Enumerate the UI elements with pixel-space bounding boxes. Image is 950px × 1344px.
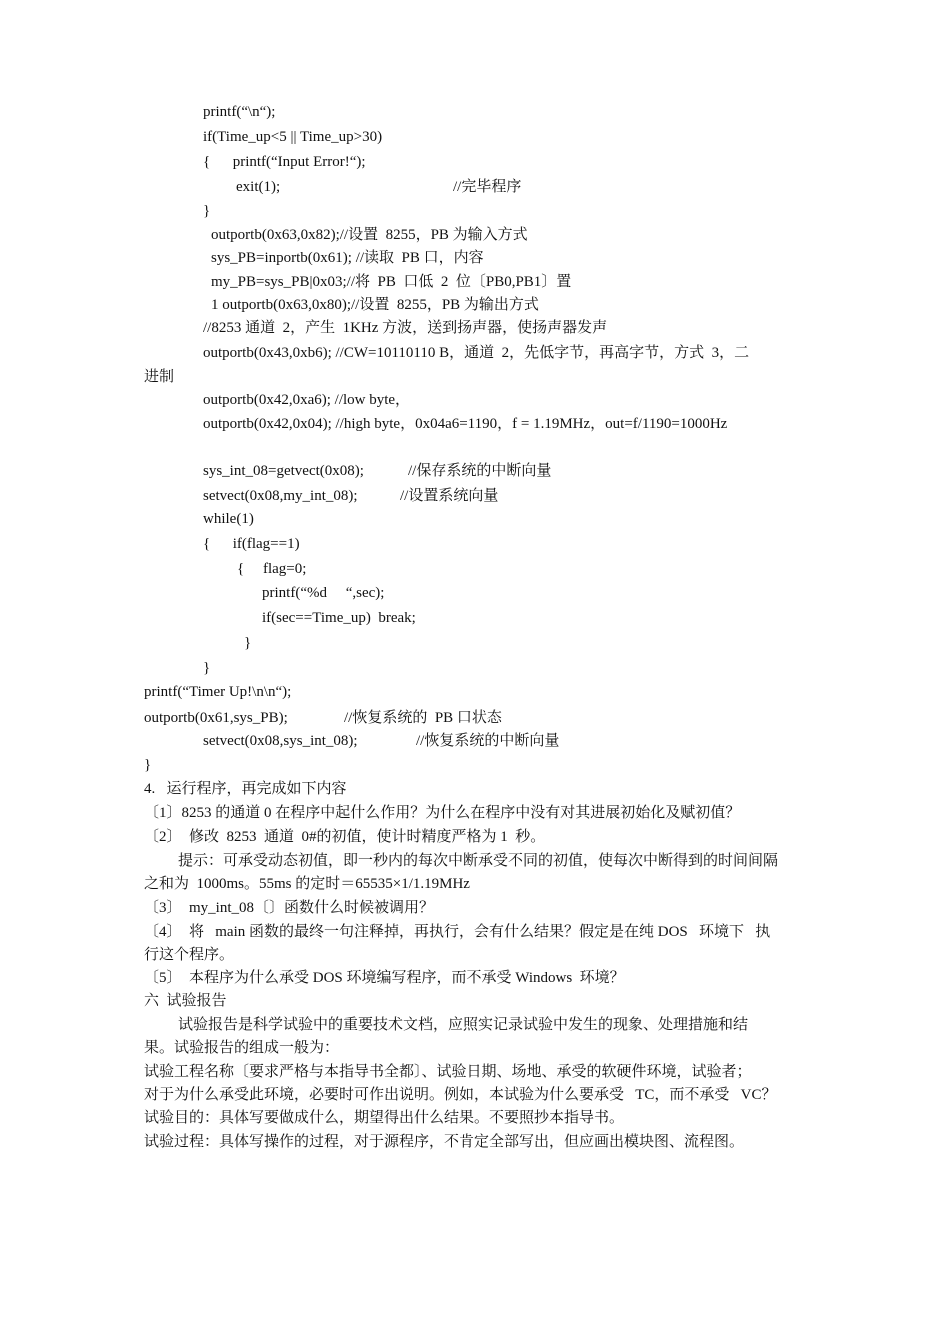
code-line: } <box>203 203 211 219</box>
paragraph: 试验报告是科学试验中的重要技术文档，应照实记录试验中发生的现象、处理措施和结 <box>178 1017 749 1033</box>
code-line: printf(“Timer Up!\n\n“); <box>144 684 292 700</box>
paragraph: 试验过程：具体写操作的过程，对于源程序，不肯定全部写出，但应画出模块图、流程图。 <box>144 1134 745 1150</box>
code-comment: //设置系统向量 <box>400 488 499 504</box>
code-comment: //完毕程序 <box>453 179 522 195</box>
code-line: outportb(0x61,sys_PB); <box>144 710 288 726</box>
code-line: outportb(0x42,0xa6); //low byte， <box>203 392 411 408</box>
code-line: } <box>144 757 152 773</box>
code-line: printf(“\n“); <box>203 104 276 120</box>
code-line: { printf(“Input Error!“); <box>203 154 366 170</box>
code-line: } <box>203 660 211 676</box>
code-line: //8253 通道 2，产生 1KHz 方波，送到扬声器，使扬声器发声 <box>203 320 608 336</box>
code-comment: //保存系统的中断向量 <box>408 463 552 479</box>
paragraph: 果。试验报告的组成一般为： <box>144 1040 340 1056</box>
code-line: } <box>244 635 252 651</box>
question-item: 〔5〕 本程序为什么承受 DOS 环境编写程序，而不承受 Windows 环境？ <box>144 970 625 986</box>
section-step: 4. 运行程序，再完成如下内容 <box>144 781 347 797</box>
code-line: setvect(0x08,sys_int_08); <box>203 733 358 749</box>
question-item: 〔4〕 将 main 函数的最终一句注释掉，再执行，会有什么结果？假定是在纯 DOS 环境下 执 <box>144 924 771 940</box>
paragraph: 之和为 1000ms。55ms 的定时＝65535×1/1.19MHz <box>144 876 470 892</box>
code-line: { flag=0; <box>237 561 307 577</box>
code-line: outportb(0x63,0x82);//设置 8255，PB 为输入方式 <box>211 227 528 243</box>
question-item: 〔3〕 my_int_08〔〕函数什么时候被调用？ <box>144 900 435 916</box>
paragraph: 行这个程序。 <box>144 947 235 963</box>
question-item: 〔2〕 修改 8253 通道 0#的初值，使计时精度严格为 1 秒。 <box>144 829 546 845</box>
paragraph: 试验工程名称〔要求严格与本指导书全都〕、试验日期、场地、承受的软硬件环境，试验者； <box>144 1064 752 1080</box>
code-line: outportb(0x42,0x04); //high byte，0x04a6=1190，f = 1.19MHz，out=f/1190=1000Hz <box>203 416 728 432</box>
paragraph: 提示：可承受动态初值，即一秒内的每次中断承受不同的初值，使每次中断得到的时间间隔 <box>178 853 779 869</box>
code-line: if(Time_up<5 || Time_up>30) <box>203 129 383 145</box>
code-line: exit(1); <box>236 179 281 195</box>
section-heading: 六 试验报告 <box>144 993 227 1009</box>
code-comment: //恢复系统的中断向量 <box>416 733 560 749</box>
code-line: setvect(0x08,my_int_08); <box>203 488 358 504</box>
code-line: outportb(0x43,0xb6); //CW=10110110 B，通道 2，先低字节，再高字节，方式 3，二 <box>203 345 750 361</box>
code-line: while(1) <box>203 511 254 527</box>
code-line: 进制 <box>144 369 175 385</box>
question-item: 〔1〕8253 的通道 0 在程序中起什么作用？为什么在程序中没有对其进展初始化及赋初值？ <box>144 805 741 821</box>
code-line: { if(flag==1) <box>203 536 300 552</box>
code-line: 1 outportb(0x63,0x80);//设置 8255，PB 为输出方式 <box>211 297 539 313</box>
paragraph: 试验目的：具体写要做成什么，期望得出什么结果。不要照抄本指导书。 <box>144 1110 625 1126</box>
code-line: printf(“%d “,sec); <box>262 585 385 601</box>
code-comment: //恢复系统的 PB 口状态 <box>344 710 502 726</box>
code-line: if(sec==Time_up) break; <box>262 610 416 626</box>
code-line: my_PB=sys_PB|0x03;//将 PB 口低 2 位〔PB0,PB1〕置 <box>211 274 572 290</box>
code-line: sys_PB=inportb(0x61); //读取 PB 口，内容 <box>211 250 484 266</box>
code-line: sys_int_08=getvect(0x08); <box>203 463 364 479</box>
paragraph: 对于为什么承受此环境，必要时可作出说明。例如，本试验为什么要承受 TC，而不承受 VC？ <box>144 1087 777 1103</box>
